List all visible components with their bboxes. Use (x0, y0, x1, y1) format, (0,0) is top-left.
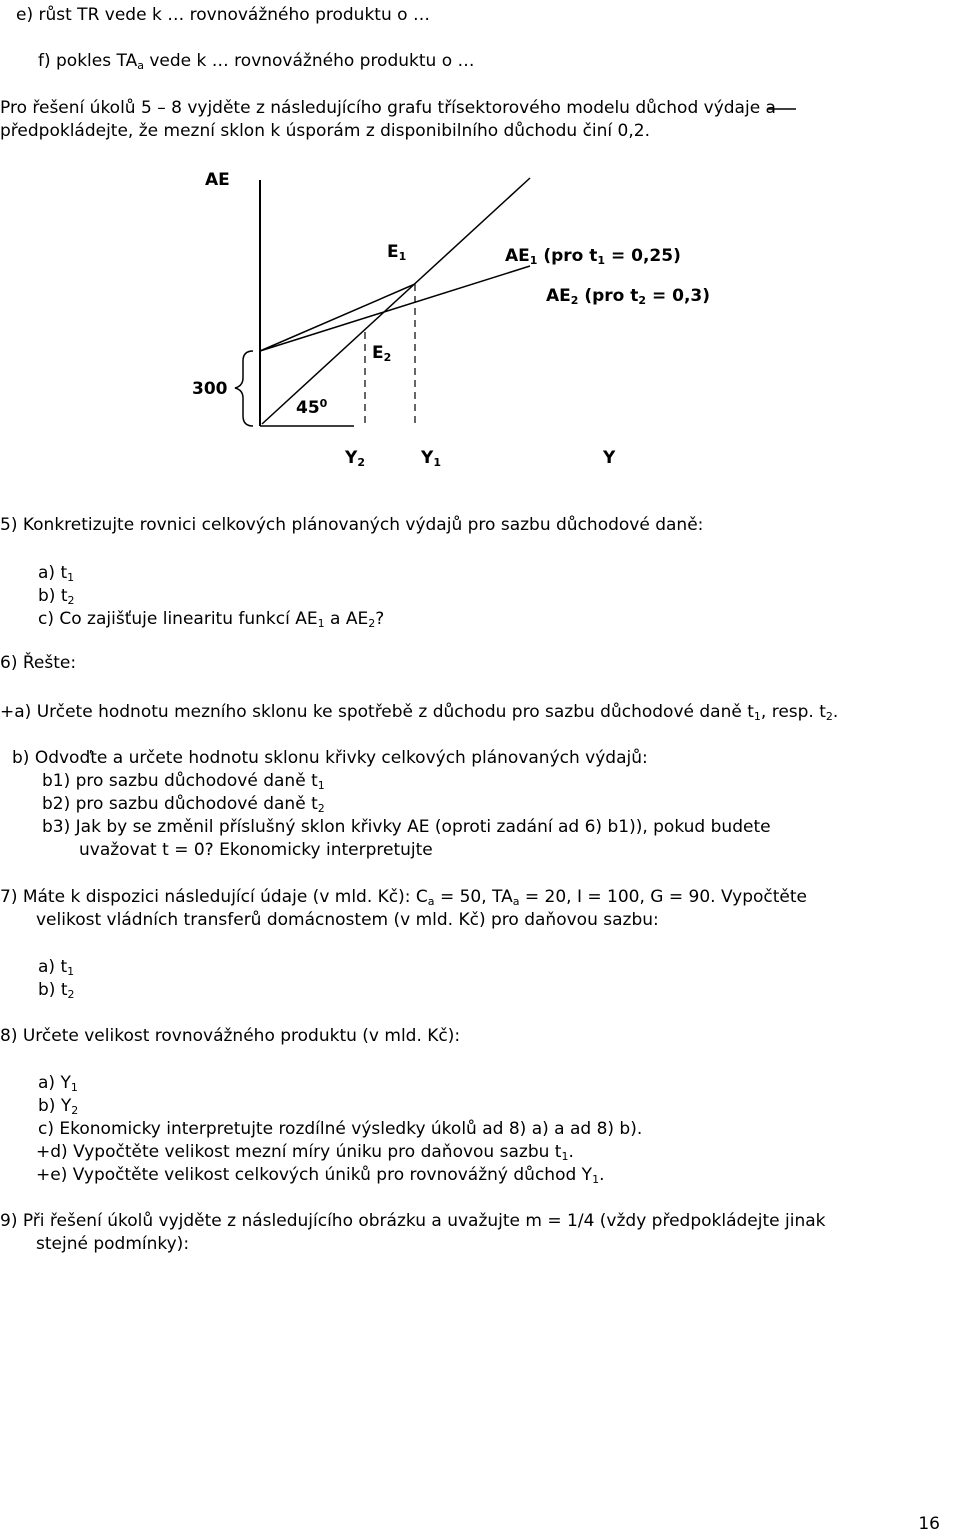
q5-item-a: a) $t_1$ (38, 563, 75, 584)
page-number: 16 (918, 1514, 940, 1534)
ae-diagram (0, 160, 960, 480)
q6-item-b2: b2) pro sazbu důchodové daně $t_2$ (42, 794, 325, 815)
q7-line2: velikost vládních transferů domácnostem (v mld. Kč) pro daňovou sazbu: (36, 910, 659, 930)
diagram-lines (0, 160, 960, 480)
line-45-degree (262, 178, 530, 424)
intercept-brace-icon (235, 351, 253, 426)
y2-label: $Y_2$ (345, 448, 365, 469)
q5-title: 5) Konkretizujte rovnici celkových plánovaných výdajů pro sazbu důchodové daně: (0, 515, 704, 535)
q8-title: 8) Určete velikost rovnovážného produktu (v mld. Kč): (0, 1026, 461, 1046)
q8-item-a: a) $Y_1$ (38, 1073, 78, 1094)
ae2-curve-label: $AE_2$ (pro $t_2 = 0,3$) (546, 286, 711, 307)
q6-item-b: b) Odvoďte a určete hodnotu sklonu křivky celkových plánovaných výdajů: (12, 748, 648, 768)
q7-line1: 7) Máte k dispozici následující údaje (v mld. Kč): $C_a = 50$, $TA_a = 20$, I = 100, G = 90. Vypočtěte (0, 887, 807, 908)
q8-item-c: c) Ekonomicky interpretujte rozdílné výsledky úkolů ad 8) a) a ad 8) b). (38, 1119, 643, 1139)
q9-line2: stejné podmínky): (36, 1234, 190, 1254)
item-f: f) pokles $TA_a$ vede k … rovnovážného produktu o … (38, 51, 475, 72)
q8-item-d: +d) Vypočtěte velikost mezní míry úniku pro daňovou sazbu $t_1$. (36, 1142, 574, 1163)
intercept-label: 300 (192, 379, 228, 399)
ae2-line (260, 266, 530, 351)
q5-item-b: b) $t_2$ (38, 586, 75, 607)
q6-title: 6) Řešte: (0, 653, 77, 673)
e1-label: $E_1$ (387, 242, 407, 263)
intro-paragraph-line2: předpokládejte, že mezní sklon k úsporám z disponibilního důchodu činí 0,2. (0, 121, 650, 141)
q6-item-b1: b1) pro sazbu důchodové daně $t_1$ (42, 771, 325, 792)
ae1-line (260, 284, 415, 351)
dash-mark (768, 107, 798, 111)
q8-item-e: +e) Vypočtěte velikost celkových úniků pro rovnovážný důchod $Y_1$. (36, 1165, 605, 1186)
q7-item-b: b) $t_2$ (38, 980, 75, 1001)
q8-item-b: b) $Y_2$ (38, 1096, 79, 1117)
e2-label: $E_2$ (372, 343, 392, 364)
q9-line1: 9) Při řešení úkolů vyjděte z následujícího obrázku a uvažujte m = 1/4 (vždy předpokládejte jinak (0, 1211, 826, 1231)
q6-item-b3-line1: b3) Jak by se změnil příslušný sklon křivky AE (oproti zadání ad 6) b1)), pokud budete (42, 817, 771, 837)
intro-paragraph-line1: Pro řešení úkolů 5 – 8 vyjděte z následujícího grafu třísektorového modelu důchod výdaje a (0, 98, 776, 118)
item-e: e) růst TR vede k … rovnovážného produktu o … (16, 5, 430, 25)
y-axis-label: AE (205, 170, 230, 190)
angle-label: $45^0$ (296, 397, 328, 418)
q6-item-a: +a) Určete hodnotu mezního sklonu ke spotřebě z důchodu pro sazbu důchodové daně $t_1$, resp. $t_2$. (0, 702, 839, 723)
x-axis-label: Y (603, 448, 616, 468)
q7-item-a: a) $t_1$ (38, 957, 75, 978)
ae1-curve-label: $AE_1$ (pro $t_1 = 0,25$) (505, 246, 681, 267)
y1-label: $Y_1$ (421, 448, 441, 469)
q6-item-b3-line2: uvažovat t = 0? Ekonomicky interpretujte (79, 840, 433, 860)
q5-item-c: c) Co zajišťuje linearitu funkcí $AE_1$ a $AE_2$? (38, 609, 385, 630)
